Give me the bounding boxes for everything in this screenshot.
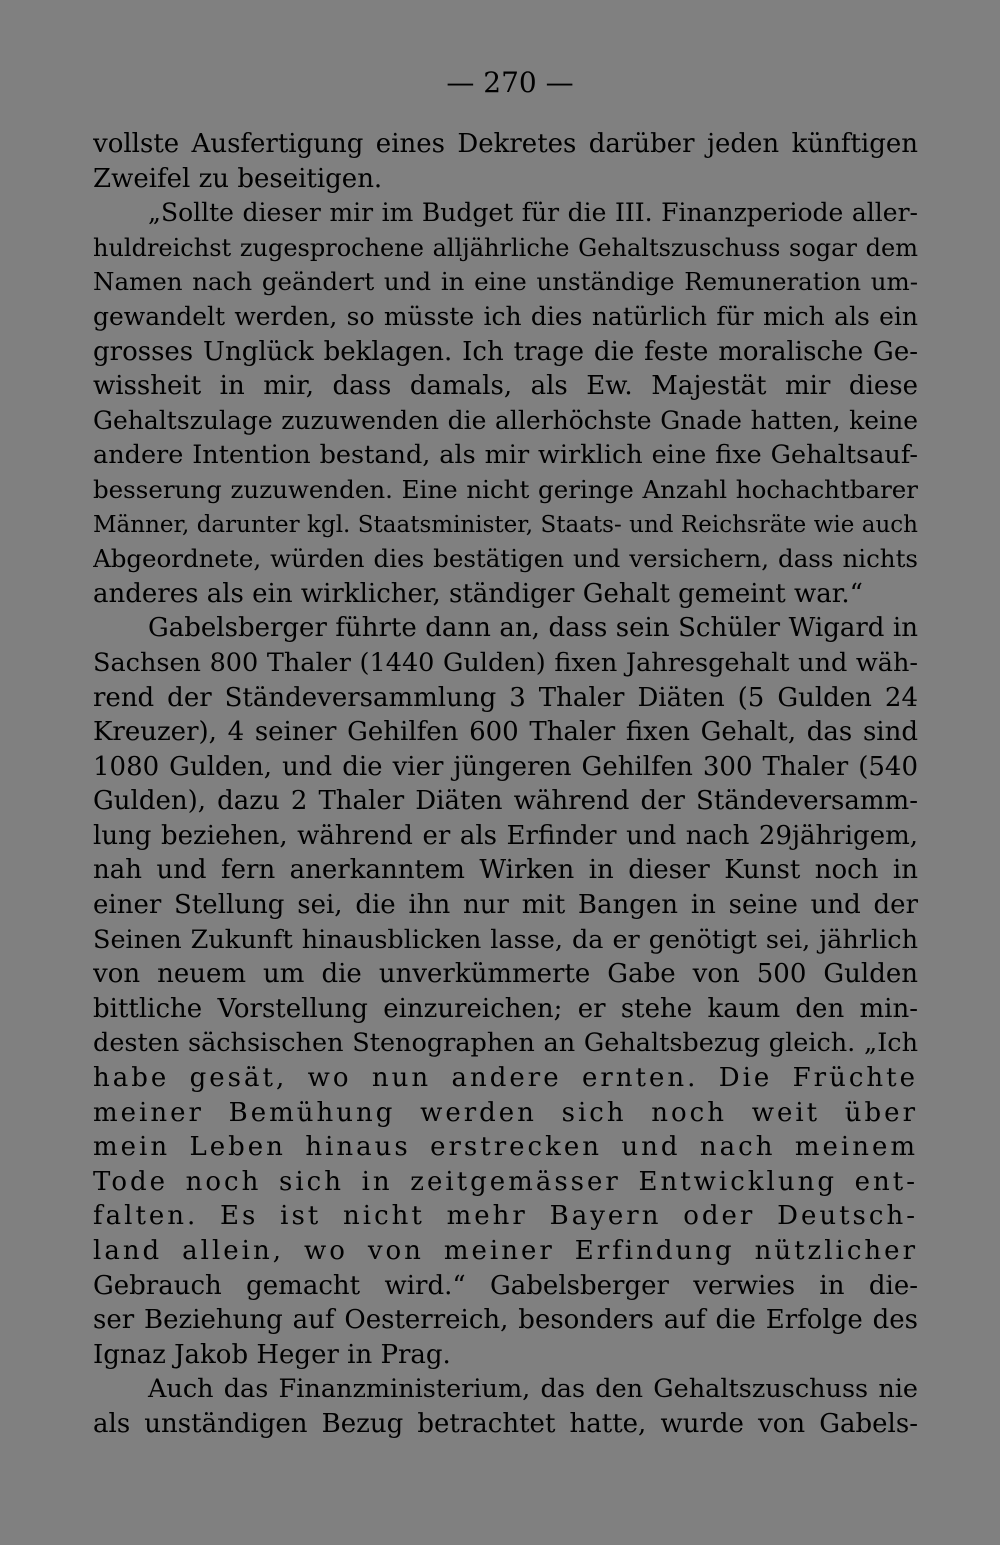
- body-text: [93, 127, 918, 1442]
- text-line: Kreuzer), 4 seiner Gehilfen 600 Thaler fixen Gehalt, das sind: [93, 717, 918, 748]
- page-number: — 270 —: [446, 66, 574, 99]
- text-line: vollste Ausfertigung eines Dekretes darüber jeden künftigen: [93, 129, 918, 159]
- text-line: habe gesät, wo nun andere ernten. Die Früchte: [93, 1063, 918, 1094]
- text-line: rend der Ständeversammlung 3 Thaler Diäten (5 Gulden 24: [93, 682, 918, 713]
- text-line: Gabelsberger führte dann an, dass sein Schüler Wigard in: [148, 613, 918, 644]
- text-line: Gebrauch gemacht wird.“ Gabelsberger verwies in die-: [93, 1270, 918, 1301]
- text-line: desten sächsischen Stenographen an Gehaltsbezug gleich. „Ich: [93, 1028, 918, 1059]
- text-line: bittliche Vorstellung einzureichen; er stehe kaum den min-: [93, 993, 918, 1024]
- text-line: andere Intention bestand, als mir wirklich eine fixe Gehaltsauf-: [93, 440, 918, 471]
- text-line: mein Leben hinaus erstrecken und nach meinem: [93, 1132, 918, 1163]
- text-line: von neuem um die unverkümmerte Gabe von 500 Gulden: [93, 959, 918, 990]
- text-line: Auch das Finanzministerium, das den Gehaltszuschuss nie: [148, 1374, 918, 1405]
- text-line: huldreichst zugesprochene alljährliche Gehaltszuschuss sogar dem: [93, 233, 918, 262]
- text-line: Männer, darunter kgl. Staatsminister, Staats- und Reichsräte wie auch: [93, 511, 918, 538]
- text-line: land allein, wo von meiner Erfindung nützlicher: [93, 1236, 918, 1266]
- text-line: wissheit in mir, dass damals, als Ew. Majestät mir diese: [93, 371, 918, 402]
- text-line: 1080 Gulden, und die vier jüngeren Gehilfen 300 Thaler (540: [93, 751, 918, 782]
- text-line: ser Beziehung auf Oesterreich, besonders auf die Erfolge des: [93, 1305, 918, 1336]
- text-line: meiner Bemühung werden sich noch weit über: [93, 1097, 918, 1128]
- text-line: lung beziehen, während er als Erfinder und nach 29jährigem,: [93, 820, 918, 851]
- text-line: Sachsen 800 Thaler (1440 Gulden) fixen Jahresgehalt und wäh-: [93, 647, 918, 678]
- text-line: Ignaz Jakob Heger in Prag.: [93, 1339, 451, 1370]
- text-line: einer Stellung sei, die ihn nur mit Bangen in seine und der: [93, 890, 918, 921]
- text-line: Seinen Zukunft hinausblicken lasse, da er genötigt sei, jährlich: [93, 924, 918, 955]
- text-line: Abgeordnete, würden dies bestätigen und versichern, dass nichts: [93, 544, 918, 574]
- text-line: Tode noch sich in zeitgemässer Entwicklung ent-: [93, 1166, 918, 1197]
- text-line: Gehaltszulage zuzuwenden die allerhöchste Gnade hatten, keine: [93, 405, 918, 435]
- text-line: anderes als ein wirklicher, ständiger Gehalt gemeint war.“: [93, 578, 863, 609]
- text-line: Gulden), dazu 2 Thaler Diäten während der Ständeversamm-: [93, 786, 918, 817]
- text-line: gewandelt werden, so müsste ich dies natürlich für mich als ein: [93, 301, 918, 331]
- text-line: nah und fern anerkanntem Wirken in dieser Kunst noch in: [93, 855, 918, 886]
- text-line: besserung zuzuwenden. Eine nicht geringe Anzahl hochachtbarer: [93, 474, 918, 504]
- text-line: falten. Es ist nicht mehr Bayern oder Deutsch-: [93, 1201, 918, 1232]
- text-line: als unständigen Bezug betrachtet hatte, wurde von Gabels-: [93, 1408, 918, 1439]
- text-line: Zweifel zu beseitigen.: [93, 163, 383, 194]
- text-line: „Sollte dieser mir im Budget für die III. Finanzperiode aller-: [148, 198, 918, 228]
- text-line: Namen nach geändert und in eine unständige Remuneration um-: [93, 267, 918, 297]
- text-line: grosses Unglück beklagen. Ich trage die feste moralische Ge-: [93, 336, 918, 367]
